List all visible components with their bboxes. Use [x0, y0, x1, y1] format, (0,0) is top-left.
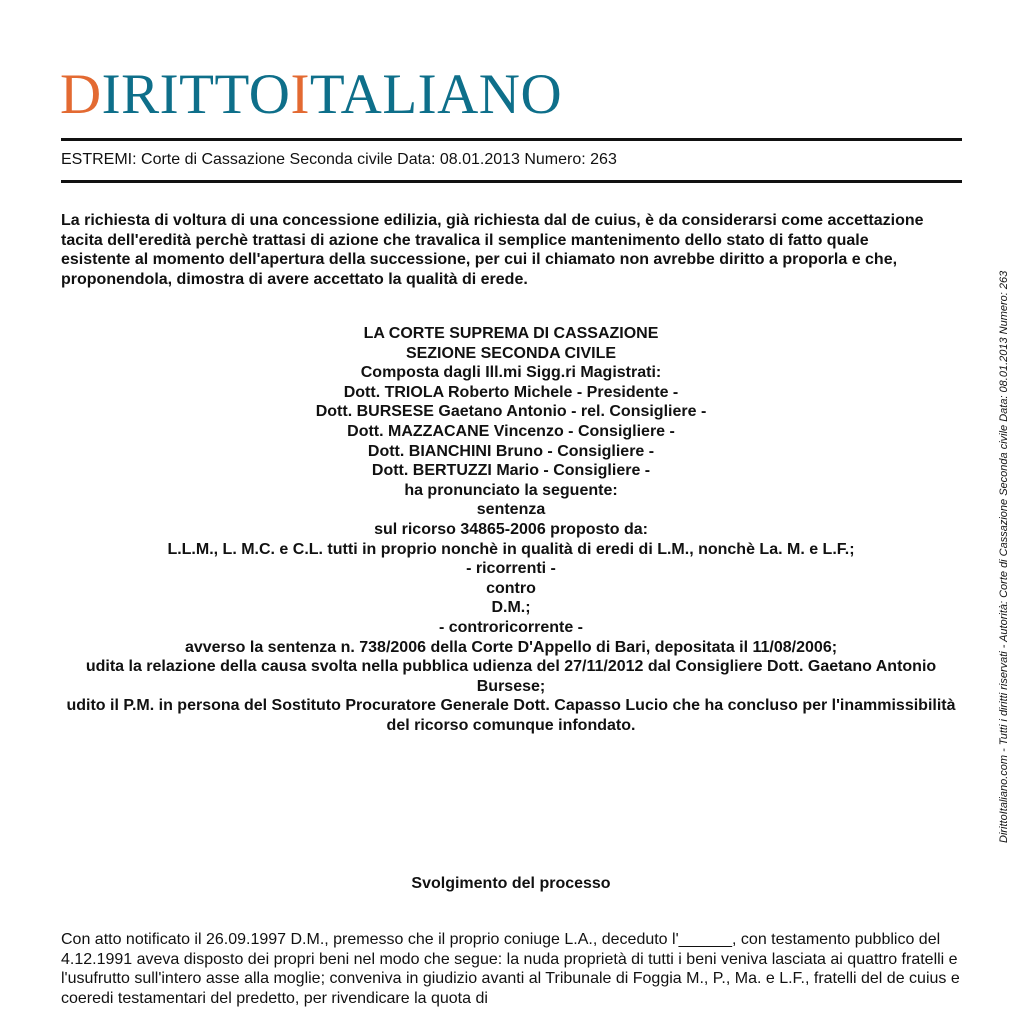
bottom-divider — [61, 180, 962, 183]
logo-part-diritto: IRITTO — [101, 63, 291, 126]
heading-line: - controricorrente - — [438, 618, 583, 636]
body-paragraph: Con atto notificato il 26.09.1997 D.M., premesso che il proprio coniuge L.A., deceduto l'______, con testamento pubblico del 4.12.1991 aveva disposto dei propri beni nel modo che segue: la nuda proprietà di tutti i beni veniva lasciata ai quattro fratelli e l'usufrutto sull'intero asse alla moglie; conveniva in giudizio avanti al Tribunale di Foggia M., P., Ma. e L.F., fratelli del de cuius e coeredi testamentari del predetto, per rivendicare la quota di — [61, 931, 960, 1007]
heading-line: Dott. BERTUZZI Mario - Consigliere - — [371, 462, 651, 480]
heading-line: Dott. BIANCHINI Bruno - Consigliere - — [367, 442, 655, 460]
heading-line: contro — [486, 579, 536, 597]
heading-line: L.L.M., L. M.C. e C.L. tutti in proprio nonchè in qualità di eredi di L.M., nonchè La. M. e L.F.; — [167, 540, 855, 558]
heading-line: D.M.; — [491, 599, 531, 617]
heading-line: sentenza — [476, 501, 546, 519]
heading-line: avverso la sentenza n. 738/2006 della Corte D'Appello di Bari, depositata il 11/08/2006; — [184, 638, 838, 656]
heading-line: udito il P.M. in persona del Sostituto Procuratore Generale Dott. Capasso Lucio che ha concluso per l'inammissibilità del ricorso comunque infondato. — [66, 697, 956, 734]
top-divider — [61, 138, 962, 141]
document-references: ESTREMI: Corte di Cassazione Seconda civile Data: 08.01.2013 Numero: 263 — [61, 151, 617, 168]
heading-line: - ricorrenti - — [466, 560, 556, 578]
court-heading — [61, 324, 961, 735]
heading-line: LA CORTE SUPREMA DI CASSAZIONE — [363, 325, 659, 342]
heading-line: sul ricorso 34865-2006 proposto da: — [374, 520, 648, 538]
heading-line: Dott. TRIOLA Roberto Michele - Presidente - — [343, 383, 679, 401]
logo-letter-i: I — [290, 63, 310, 126]
sidebar-copyright: DirittoItaliano.com - Tutti i diritti riservati - Autorità: Corte di Cassazione Seconda civile Data: 08.01.2013 Numero: 263 — [998, 270, 1010, 843]
heading-line: Dott. MAZZACANE Vincenzo - Consigliere - — [347, 422, 675, 440]
heading-line: Composta dagli Ill.mi Sigg.ri Magistrati: — [360, 364, 662, 382]
heading-line: Dott. BURSESE Gaetano Antonio - rel. Consigliere - — [315, 403, 707, 421]
summary-paragraph: La richiesta di voltura di una concessione edilizia, già richiesta dal de cuius, è da considerarsi come accettazione tacita dell'eredità perchè trattasi di azione che travalica il semplice mantenimento dello stato di fatto quale esistente al momento dell'apertura della successione, per cui il chiamato non avrebbe diritto a proporla e che, proponendola, dimostra di avere accettato la qualità di erede. — [61, 212, 924, 288]
heading-line: udita la relazione della causa svolta nella pubblica udienza del 27/11/2012 dal Consigliere Dott. Gaetano Antonio Bursese; — [85, 658, 937, 695]
heading-line: SEZIONE SECONDA CIVILE — [405, 344, 617, 362]
logo-part-italiano: TALIANO — [309, 63, 563, 126]
logo-letter-d: D — [60, 63, 102, 126]
site-logo — [60, 62, 562, 128]
section-title: Svolgimento del processo — [411, 875, 611, 892]
heading-line: ha pronunciato la seguente: — [404, 481, 618, 499]
